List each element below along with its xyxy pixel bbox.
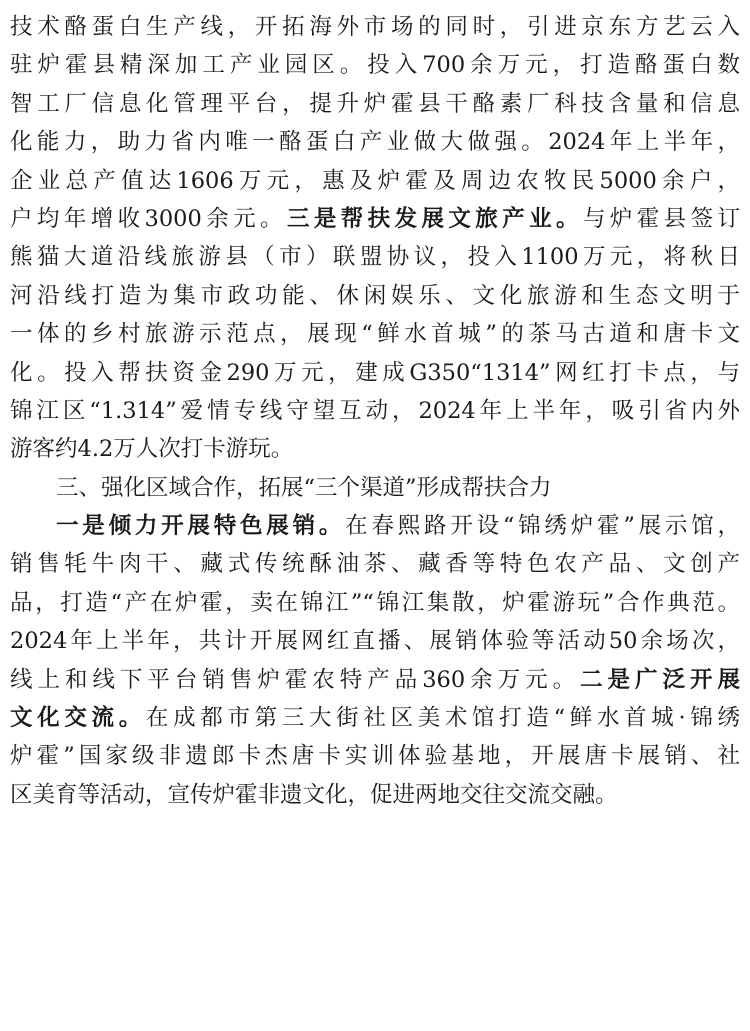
text-line: 化。投入帮扶资金290万元，建成G350“1314”网红打卡点，与 bbox=[10, 359, 740, 386]
text-line: 游客约4.2万人次打卡游玩。 bbox=[10, 436, 294, 463]
bold-lead-phrase: 三是帮扶发展文旅产业。 bbox=[286, 205, 583, 232]
text-line: 品，打造“产在炉霍，卖在锦江”“锦江集散，炉霍游玩”合作典范。 bbox=[10, 589, 740, 616]
text-line: 2024年上半年，共计开展网红直播、展销体验等活动50余场次， bbox=[10, 628, 740, 655]
text-line: 河沿线打造为集市政功能、休闲娱乐、文化旅游和生态文明于 bbox=[10, 282, 740, 309]
text-line: 熊猫大道沿线旅游县（市）联盟协议，投入1100万元，将秋日 bbox=[10, 244, 740, 271]
text-line: 炉霍”国家级非遗郎卡杰唐卡实训体验基地，开展唐卡展销、社 bbox=[10, 743, 740, 770]
text-line: 销售牦牛肉干、藏式传统酥油茶、藏香等特色农产品、文创产 bbox=[10, 551, 740, 578]
section-heading: 三、强化区域合作，拓展“三个渠道”形成帮扶合力 bbox=[56, 474, 552, 501]
text-line: 智工厂信息化管理平台，提升炉霍县干酪素厂科技含量和信息 bbox=[10, 90, 740, 117]
text-line: 企业总产值达1606万元，惠及炉霍及周边农牧民5000余户， bbox=[10, 167, 740, 194]
text-run: 线上和线下平台销售炉霍农特产品360余万元。 bbox=[10, 666, 581, 693]
text-line: 化能力，助力省内唯一酪蛋白产业做大做强。2024年上半年， bbox=[10, 129, 740, 156]
bold-lead-phrase: 二是广泛开展 bbox=[580, 666, 740, 693]
text-line: 锦江区“1.314”爱情专线守望互动，2024年上半年，吸引省内外 bbox=[10, 397, 740, 424]
text-run: 与炉霍县签订 bbox=[582, 205, 740, 232]
text-line: 一体的乡村旅游示范点，展现“鲜水首城”的茶马古道和唐卡文 bbox=[10, 321, 740, 348]
bold-lead-phrase: 文化交流。 bbox=[10, 705, 146, 732]
text-run: 在成都市第三大街社区美术馆打造“鲜水首城·锦绣 bbox=[145, 705, 740, 732]
text-line bbox=[10, 507, 740, 545]
text-run: 户均年增收3000余元。 bbox=[10, 205, 287, 232]
text-line: 区美育等活动，宣传炉霍非遗文化，促进两地交往交流交融。 bbox=[10, 781, 618, 808]
text-line bbox=[10, 699, 740, 737]
text-line: 技术酪蛋白生产线，开拓海外市场的同时，引进京东方艺云入 bbox=[10, 14, 740, 40]
text-line: 驻炉霍县精深加工产业园区。投入700余万元，打造酪蛋白数 bbox=[10, 52, 740, 79]
paragraph-regional-cooperation bbox=[10, 507, 740, 814]
paragraph-cultural-tourism bbox=[10, 8, 740, 469]
text-line bbox=[10, 200, 740, 238]
text-run: 在春熙路开设“锦绣炉霍”展示馆， bbox=[345, 513, 740, 540]
document-page bbox=[10, 8, 740, 814]
text-line bbox=[10, 661, 740, 699]
bold-lead-phrase: 一是倾力开展特色展销。 bbox=[56, 513, 346, 540]
